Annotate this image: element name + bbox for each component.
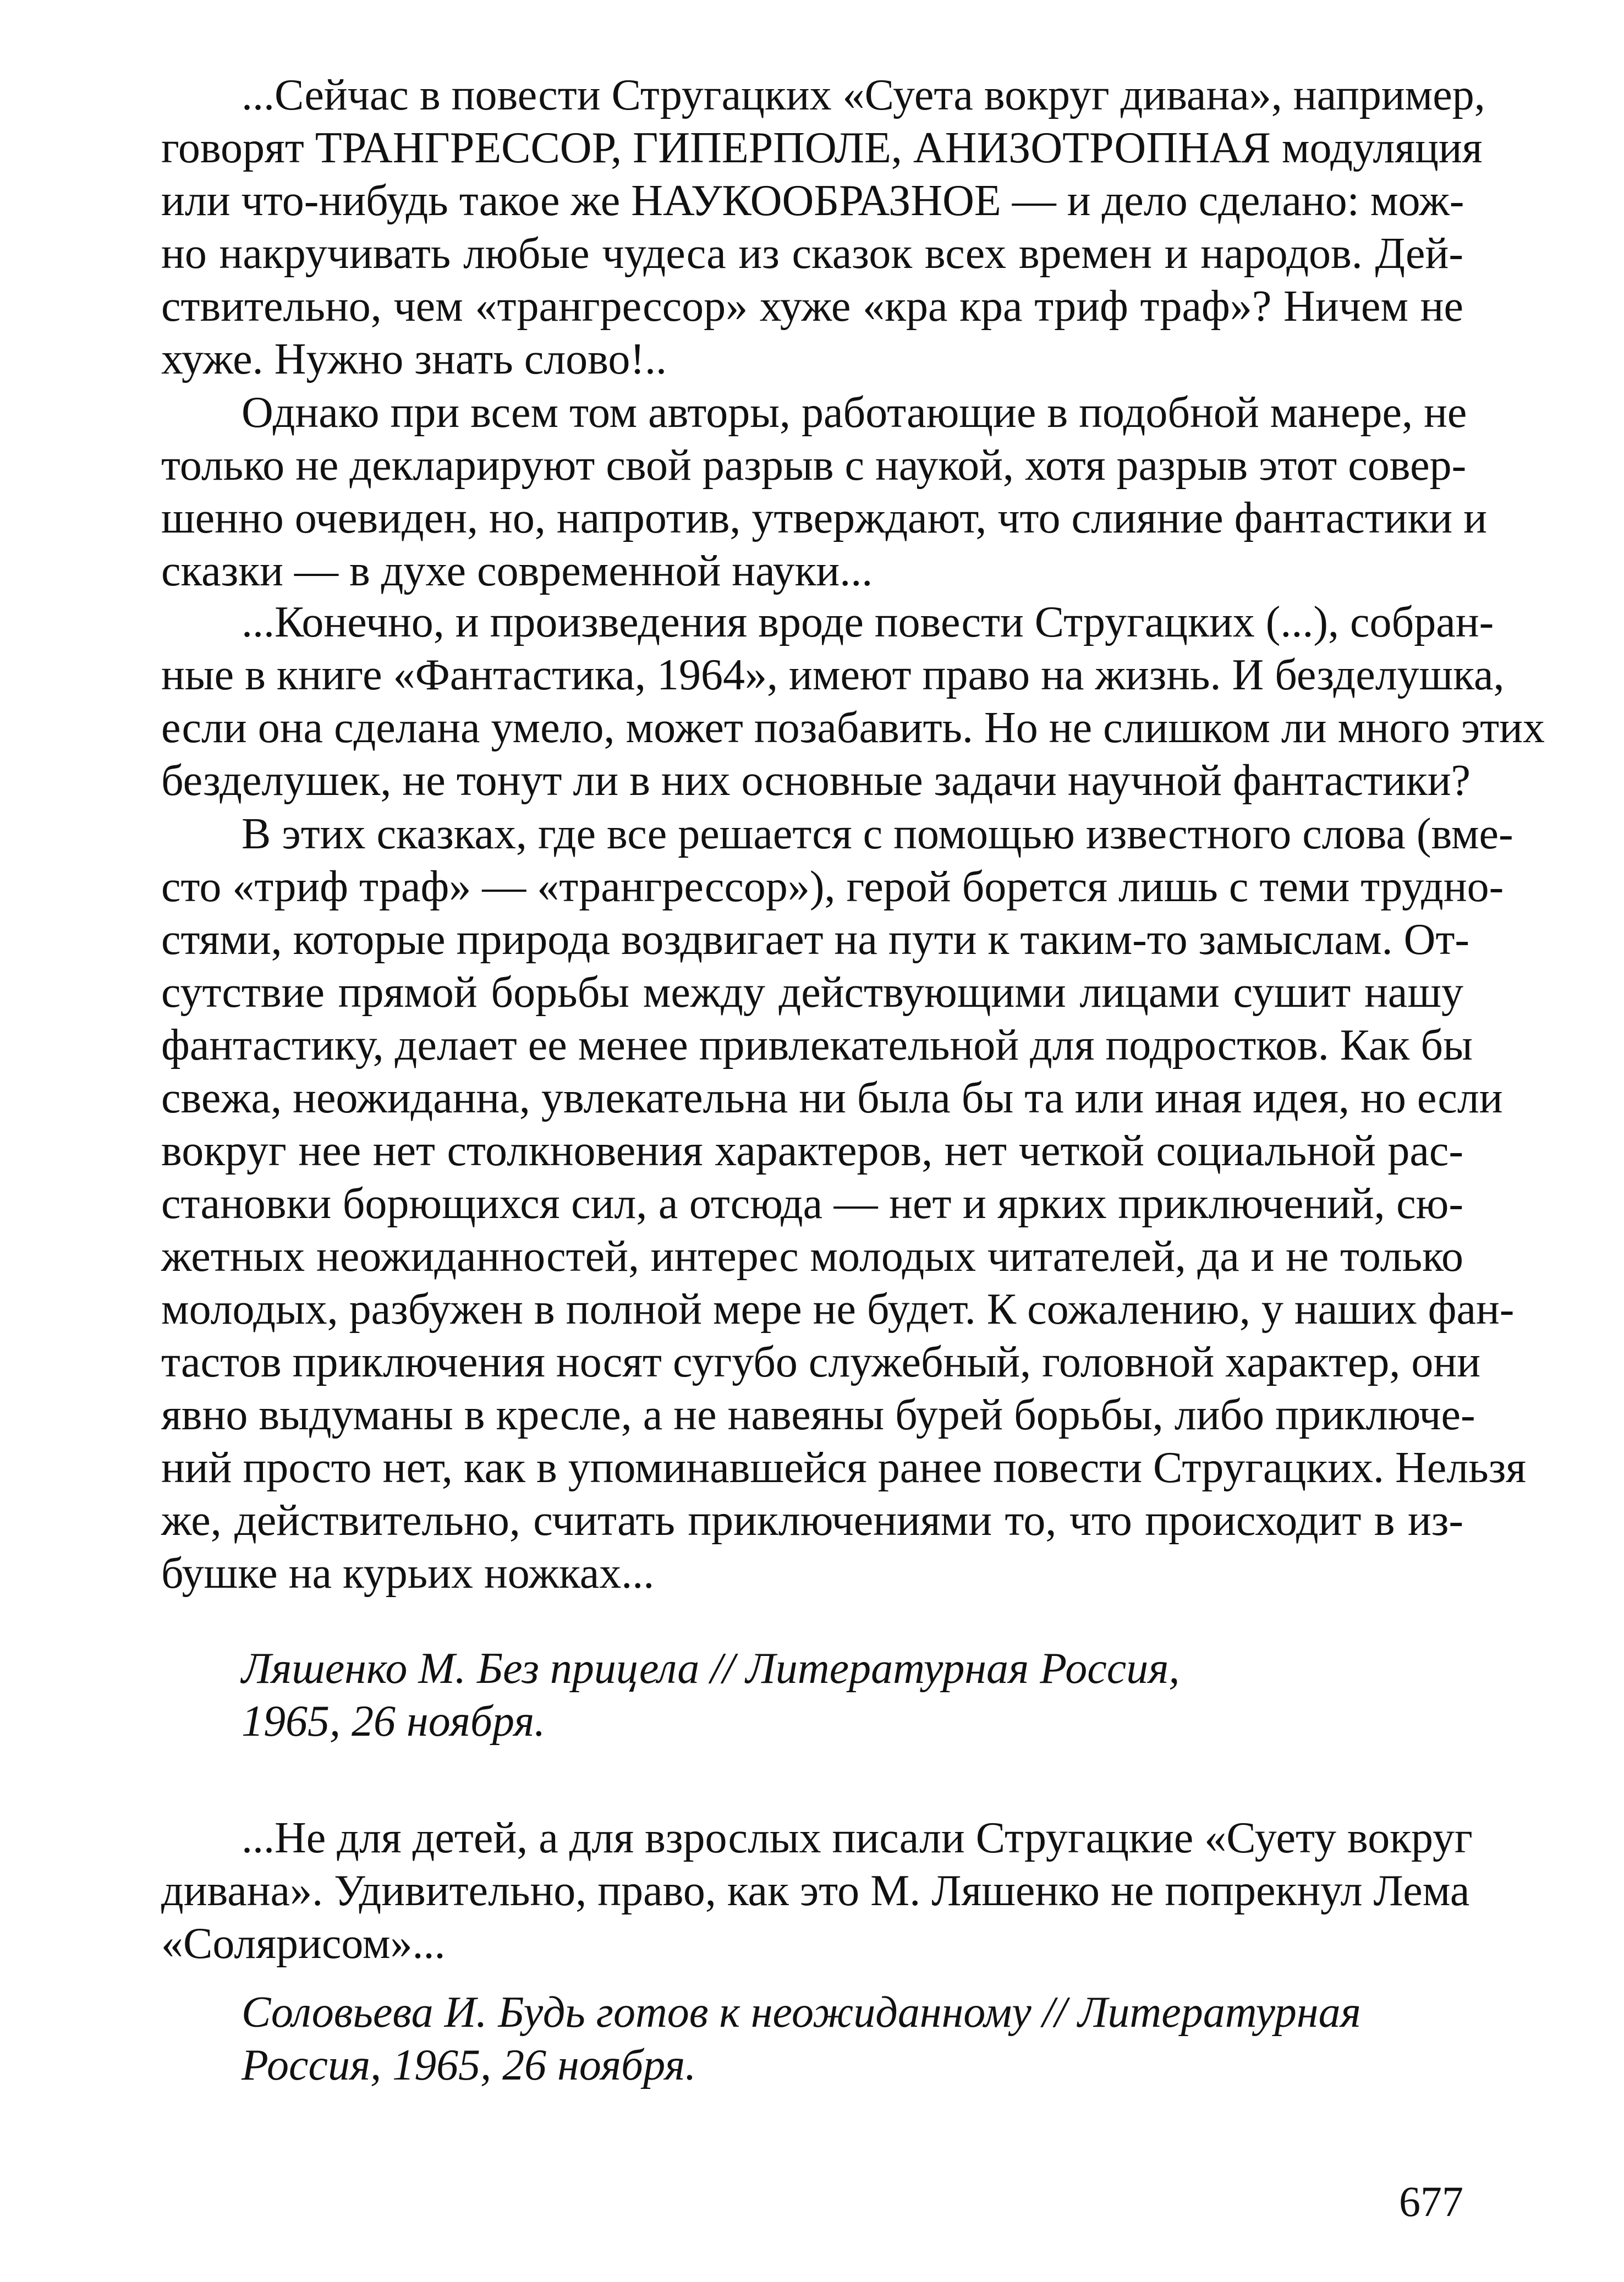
citation-1 — [161, 1642, 1463, 1748]
text-line: явно выдуманы в кресле, а не навеяны бурей борьбы, либо приключе- — [161, 1391, 1475, 1439]
text-line: же, действительно, считать приключениями то, что происходит в из- — [161, 1496, 1463, 1545]
text-line: ...Сейчас в повести Стругацких «Суета вокруг дивана», например, — [242, 71, 1485, 119]
text-line: ные в книге «Фантастика, 1964», имеют право на жизнь. И безделушка, — [161, 651, 1505, 699]
page-number: 677 — [1399, 2177, 1463, 2225]
text-line: сказки — в духе современной науки... — [161, 547, 873, 595]
text-line: ...Не для детей, а для взрослых писали Стругацкие «Суету вокруг — [242, 1814, 1473, 1862]
text-line: В этих сказках, где все решается с помощью известного слова (вме- — [242, 810, 1513, 858]
text-line: шенно очевиден, но, напротив, утверждают, что слияние фантастики и — [161, 494, 1487, 542]
text-line: сто «триф траф» — «трангрессор»), герой борется лишь с теми трудно- — [161, 863, 1504, 911]
text-line: сутствие прямой борьбы между действующими лицами сушит нашу — [161, 968, 1463, 1017]
text-line: жетных неожиданностей, интерес молодых читателей, да и не только — [161, 1232, 1463, 1281]
paragraph-4 — [161, 808, 1527, 1600]
paragraph-5 — [161, 1812, 1473, 1970]
text-line: безделушек, не тонут ли в них основные задачи научной фантастики? — [161, 756, 1471, 805]
text-line: только не декларируют свой разрыв с наукой, хотя разрыв этот совер- — [161, 441, 1467, 490]
text-line: молодых, разбужен в полной мере не будет. К сожалению, у наших фан- — [161, 1285, 1515, 1334]
paragraph-3 — [161, 596, 1545, 807]
text-line: ...Конечно, и произведения вроде повести Стругацких (...), собран- — [242, 598, 1494, 646]
text-line: говорят ТРАНГРЕССОР, ГИПЕРПОЛЕ, АНИЗОТРОПНАЯ модуляция — [161, 124, 1483, 172]
citation-2 — [161, 1986, 1463, 2092]
text-line: вокруг нее нет столкновения характеров, нет четкой социальной рас- — [161, 1127, 1463, 1175]
text-line: или что-нибудь такое же НАУКООБРАЗНОЕ — и дело сделано: мож- — [161, 177, 1464, 225]
text-line: дивана». Удивительно, право, как это М. Ляшенко не попрекнул Лема — [161, 1867, 1470, 1915]
text-line: ний просто нет, как в упоминавшейся ранее повести Стругацких. Нельзя — [161, 1444, 1527, 1492]
paragraph-1 — [161, 69, 1485, 386]
citation-line: Соловьева И. Будь готов к неожиданному // Литературная — [242, 1988, 1361, 2037]
text-line: становки борющихся сил, а отсюда — нет и ярких приключений, сю- — [161, 1180, 1463, 1228]
text-line: если она сделана умело, может позабавить. Но не слишком ли много этих — [161, 704, 1545, 752]
text-line: но накручивать любые чудеса из сказок всех времен и народов. Дей- — [161, 229, 1463, 278]
text-line: стями, которые природа воздвигает на пути к таким-то замыслам. От- — [161, 915, 1470, 964]
paragraph-2 — [161, 386, 1487, 597]
citation-line: Россия, 1965, 26 ноября. — [242, 2041, 696, 2089]
text-line: Однако при всем том авторы, работающие в подобной манере, не — [242, 388, 1467, 437]
citation-line: 1965, 26 ноября. — [242, 1697, 546, 1746]
text-line: ствительно, чем «трангрессор» хуже «кра кра триф траф»? Ничем не — [161, 282, 1463, 331]
text-line: бушке на курьих ножках... — [161, 1549, 655, 1598]
text-line: хуже. Нужно знать слово!.. — [161, 335, 667, 383]
text-line: «Солярисом»... — [161, 1919, 446, 1968]
citation-line: Ляшенко М. Без прицела // Литературная Россия, — [242, 1644, 1180, 1693]
text-line: свежа, неожиданна, увлекательна ни была бы та или иная идея, но если — [161, 1074, 1503, 1122]
text-line: фантастику, делает ее менее привлекательной для подростков. Как бы — [161, 1021, 1473, 1069]
text-line: тастов приключения носят сугубо служебный, головной характер, они — [161, 1338, 1481, 1386]
